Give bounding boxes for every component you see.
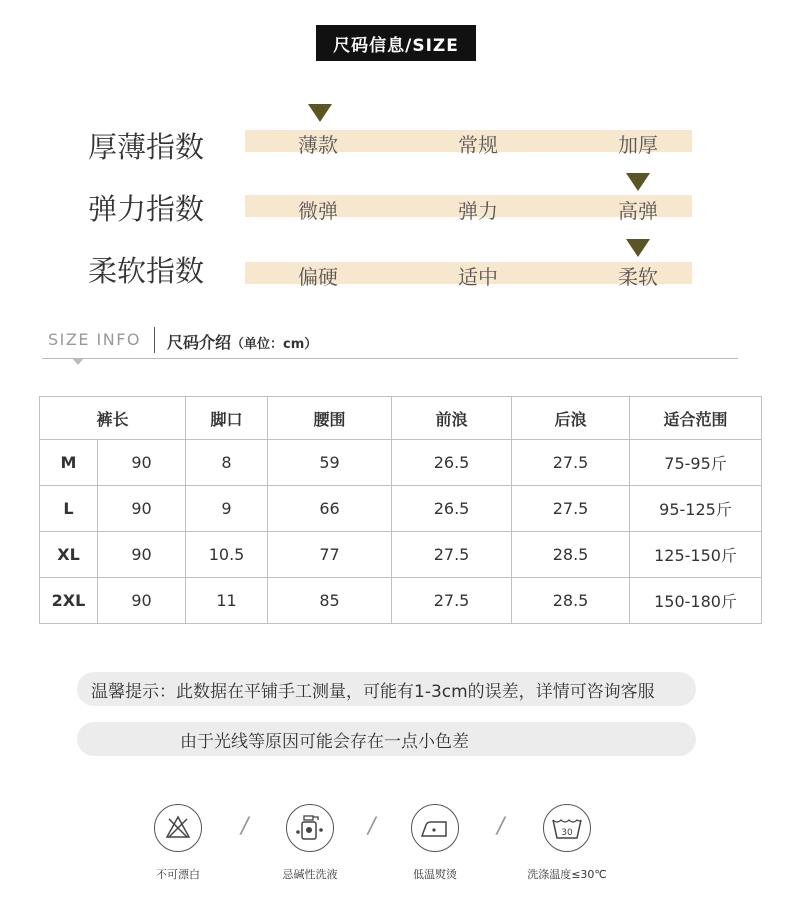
divider-slash: / [241, 814, 249, 839]
low-iron-icon [411, 804, 459, 852]
thickness-option-regular: 常规 [458, 133, 498, 157]
fit-range-cell: 150-180斤 [630, 578, 762, 624]
header-back-rise: 后浪 [512, 397, 630, 440]
back-rise-cell: 28.5 [512, 578, 630, 624]
thickness-option-thin: 薄款 [298, 133, 338, 157]
elasticity-index-label: 弹力指数 [88, 192, 205, 226]
length-cell: 90 [98, 532, 186, 578]
wash-temp-label: 洗涤温度≤30℃ [527, 868, 607, 881]
front-rise-cell: 27.5 [392, 532, 512, 578]
length-cell: 90 [98, 486, 186, 532]
size-cell: M [40, 440, 98, 486]
header-fit-range: 适合范围 [630, 397, 762, 440]
elasticity-option-slight: 微弹 [298, 199, 338, 223]
measurement-note: 温馨提示：此数据在平铺手工测量，可能有1-3cm的误差，详情可咨询客服 [77, 672, 696, 706]
elasticity-marker-icon [626, 173, 650, 191]
size-cell: 2XL [40, 578, 98, 624]
back-rise-cell: 27.5 [512, 486, 630, 532]
leg-opening-cell: 10.5 [186, 532, 268, 578]
size-table [39, 396, 762, 624]
length-cell: 90 [98, 440, 186, 486]
table-row [40, 440, 762, 486]
waist-cell: 59 [268, 440, 392, 486]
low-iron-label: 低温熨烫 [413, 868, 457, 881]
waist-cell: 77 [268, 532, 392, 578]
fit-range-cell: 75-95斤 [630, 440, 762, 486]
fit-range-cell: 125-150斤 [630, 532, 762, 578]
size-info-unit: （单位：cm） [231, 337, 318, 352]
size-info-title-cn-text: 尺码介绍 [167, 333, 232, 352]
elasticity-option-high: 高弹 [618, 199, 658, 223]
thickness-marker-icon [308, 104, 332, 122]
softness-option-medium: 适中 [458, 265, 498, 289]
header-waist: 腰围 [268, 397, 392, 440]
header-leg-opening: 脚口 [186, 397, 268, 440]
color-difference-note: 由于光线等原因可能会存在一点小色差 [77, 722, 696, 756]
fit-range-cell: 95-125斤 [630, 486, 762, 532]
back-rise-cell: 28.5 [512, 532, 630, 578]
no-bleach-icon [154, 804, 202, 852]
length-cell: 90 [98, 578, 186, 624]
alkaline-detergent-label: 忌碱性洗液 [282, 868, 338, 881]
size-info-divider [154, 327, 155, 353]
softness-option-soft: 柔软 [618, 265, 658, 289]
softness-marker-icon [626, 239, 650, 257]
size-cell: L [40, 486, 98, 532]
wash-30-icon [543, 804, 591, 852]
size-info-underline [42, 358, 738, 359]
thickness-index-label: 厚薄指数 [88, 130, 205, 164]
softness-option-hard: 偏硬 [298, 265, 338, 289]
leg-opening-cell: 11 [186, 578, 268, 624]
leg-opening-cell: 9 [186, 486, 268, 532]
waist-cell: 85 [268, 578, 392, 624]
back-rise-cell: 27.5 [512, 440, 630, 486]
waist-cell: 66 [268, 486, 392, 532]
thickness-option-thick: 加厚 [618, 133, 658, 157]
table-row [40, 578, 762, 624]
alkaline-detergent-icon [286, 804, 334, 852]
table-row [40, 532, 762, 578]
header-length: 裤长 [40, 397, 186, 440]
no-bleach-label: 不可漂白 [156, 868, 200, 881]
divider-slash: / [368, 814, 376, 839]
wash-temp-text: 30 [561, 828, 573, 838]
front-rise-cell: 26.5 [392, 486, 512, 532]
softness-index-label: 柔软指数 [88, 254, 205, 288]
header-front-rise: 前浪 [392, 397, 512, 440]
table-row [40, 486, 762, 532]
size-cell: XL [40, 532, 98, 578]
size-info-pointer-icon [72, 358, 84, 365]
divider-slash: / [497, 814, 505, 839]
front-rise-cell: 26.5 [392, 440, 512, 486]
elasticity-option-elastic: 弹力 [458, 199, 498, 223]
size-info-title-cn [167, 330, 317, 353]
size-info-title-en: SIZE INFO [48, 330, 142, 349]
front-rise-cell: 27.5 [392, 578, 512, 624]
leg-opening-cell: 8 [186, 440, 268, 486]
table-header-row [40, 397, 762, 440]
page-title: 尺码信息/SIZE [316, 25, 476, 61]
